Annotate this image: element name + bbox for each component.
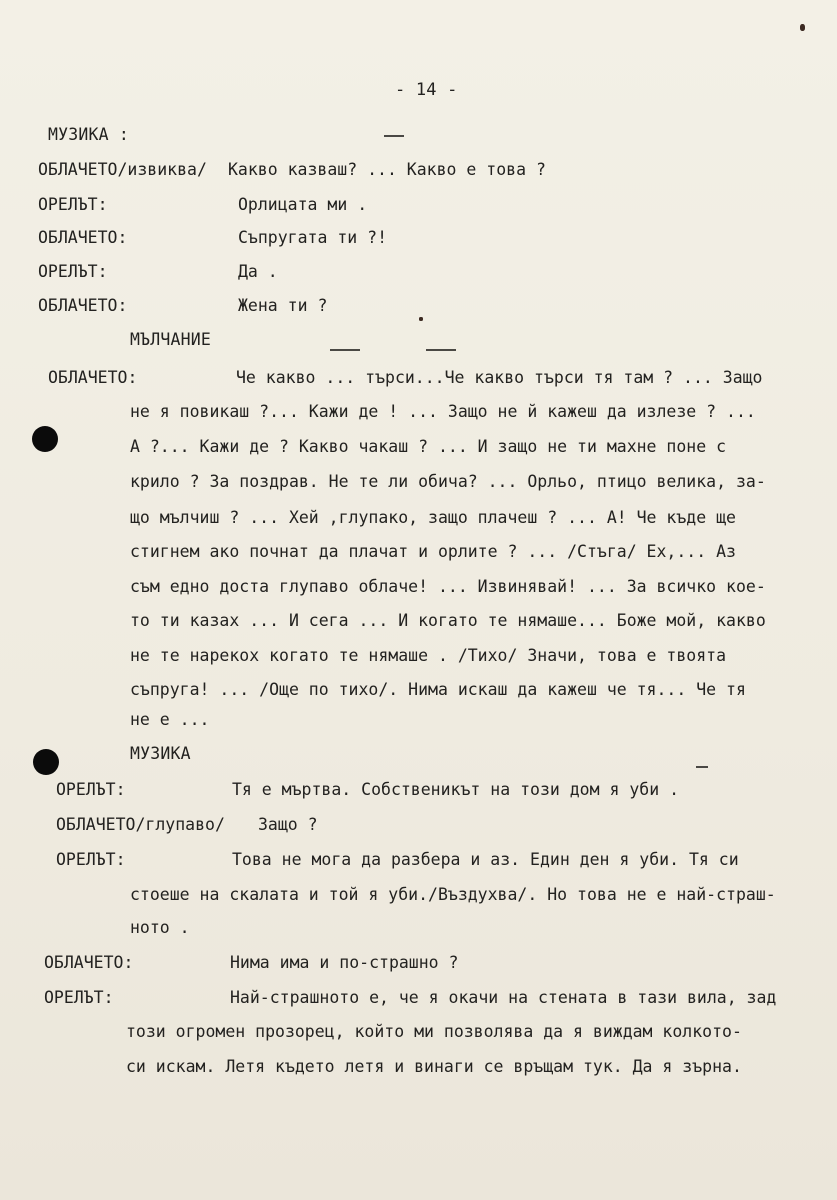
dialogue-text: Съпругата ти ?!	[238, 228, 388, 247]
dialogue-text: Тя е мъртва. Собственикът на този дом я уби .	[232, 780, 680, 799]
speaker-label: ОБЛАЧЕТО/глупаво/	[56, 815, 225, 834]
dialogue-text: Че какво ... търси...Че какво търси тя там ? ... Защо	[236, 368, 763, 387]
dialogue-text: Нима има и по-страшно ?	[230, 953, 459, 972]
speaker-label: ОБЛАЧЕТО:	[38, 296, 128, 315]
typed-dash	[384, 135, 404, 137]
dialogue-text: Какво казваш? ... Какво е това ?	[228, 160, 546, 179]
dialogue-text: крило ? За поздрав. Не те ли обича? ... Орльо, птицо велика, за-	[130, 472, 766, 491]
dialogue-text: що мълчиш ? ... Хей ,глупако, защо плачеш ? ... А! Че къде ще	[130, 508, 736, 527]
dialogue-text: не е ...	[130, 710, 210, 729]
dialogue-text: то ти казах ... И сега ... И когато те нямаше... Боже мой, какво	[130, 611, 766, 630]
speaker-label: ОБЛАЧЕТО:	[48, 368, 138, 387]
dialogue-text: ното .	[130, 918, 190, 937]
page-number: - 14 -	[395, 80, 458, 100]
stage-direction-music: МУЗИКА	[130, 744, 191, 763]
typed-dash	[696, 766, 708, 768]
punch-hole	[32, 426, 58, 452]
ink-dot	[419, 317, 423, 321]
dialogue-text: не те нарекох когато те нямаше . /Тихо/ Значи, това е твоята	[130, 646, 727, 665]
speaker-label: ОРЕЛЪТ:	[38, 195, 108, 214]
punch-hole	[33, 749, 59, 775]
dialogue-text: съпруга! ... /Още по тихо/. Нима искаш да кажеш че тя... Че тя	[130, 680, 746, 699]
speaker-label: ОБЛАЧЕТО:	[44, 953, 134, 972]
dialogue-text: този огромен прозорец, който ми позволява да я виждам колкото-	[126, 1022, 742, 1041]
dialogue-text: съм едно доста глупаво облаче! ... Извинявай! ... За всичко кое-	[130, 577, 766, 596]
dialogue-text: стигнем ако почнат да плачат и орлите ? ... /Стъга/ Ех,... Аз	[130, 542, 736, 561]
speaker-label: ОРЕЛЪТ:	[38, 262, 108, 281]
dialogue-text: Жена ти ?	[238, 296, 328, 315]
dialogue-text: Да .	[238, 262, 278, 281]
typed-dash	[330, 349, 360, 351]
typed-dash	[426, 349, 456, 351]
speaker-label: ОРЕЛЪТ:	[56, 850, 126, 869]
stage-direction-silence: МЪЛЧАНИЕ	[130, 330, 212, 349]
speaker-label: ОРЕЛЪТ:	[56, 780, 126, 799]
dialogue-text: си искам. Летя където летя и винаги се връщам тук. Да я зърна.	[126, 1057, 742, 1076]
dialogue-text: Това не мога да разбера и аз. Един ден я уби. Тя си	[232, 850, 739, 869]
dialogue-text: Орлицата ми .	[238, 195, 368, 214]
stage-direction-music: МУЗИКА :	[48, 125, 130, 144]
dialogue-text: А ?... Кажи де ? Какво чакаш ? ... И защо не ти махне поне с	[130, 437, 727, 456]
dialogue-text: Най-страшното е, че я окачи на стената в тази вила, зад	[230, 988, 777, 1007]
speaker-label: ОБЛАЧЕТО:	[38, 228, 128, 247]
dialogue-text: не я повикаш ?... Кажи де ! ... Защо не й кажеш да излезе ? ...	[130, 402, 756, 421]
speaker-label: ОРЕЛЪТ:	[44, 988, 114, 1007]
speaker-label: ОБЛАЧЕТО/извиква/	[38, 160, 207, 179]
dialogue-text: стоеше на скалата и той я уби./Въздухва/. Но това не е най-страш-	[130, 885, 776, 904]
ink-speck	[800, 24, 805, 31]
dialogue-text: Защо ?	[258, 815, 318, 834]
